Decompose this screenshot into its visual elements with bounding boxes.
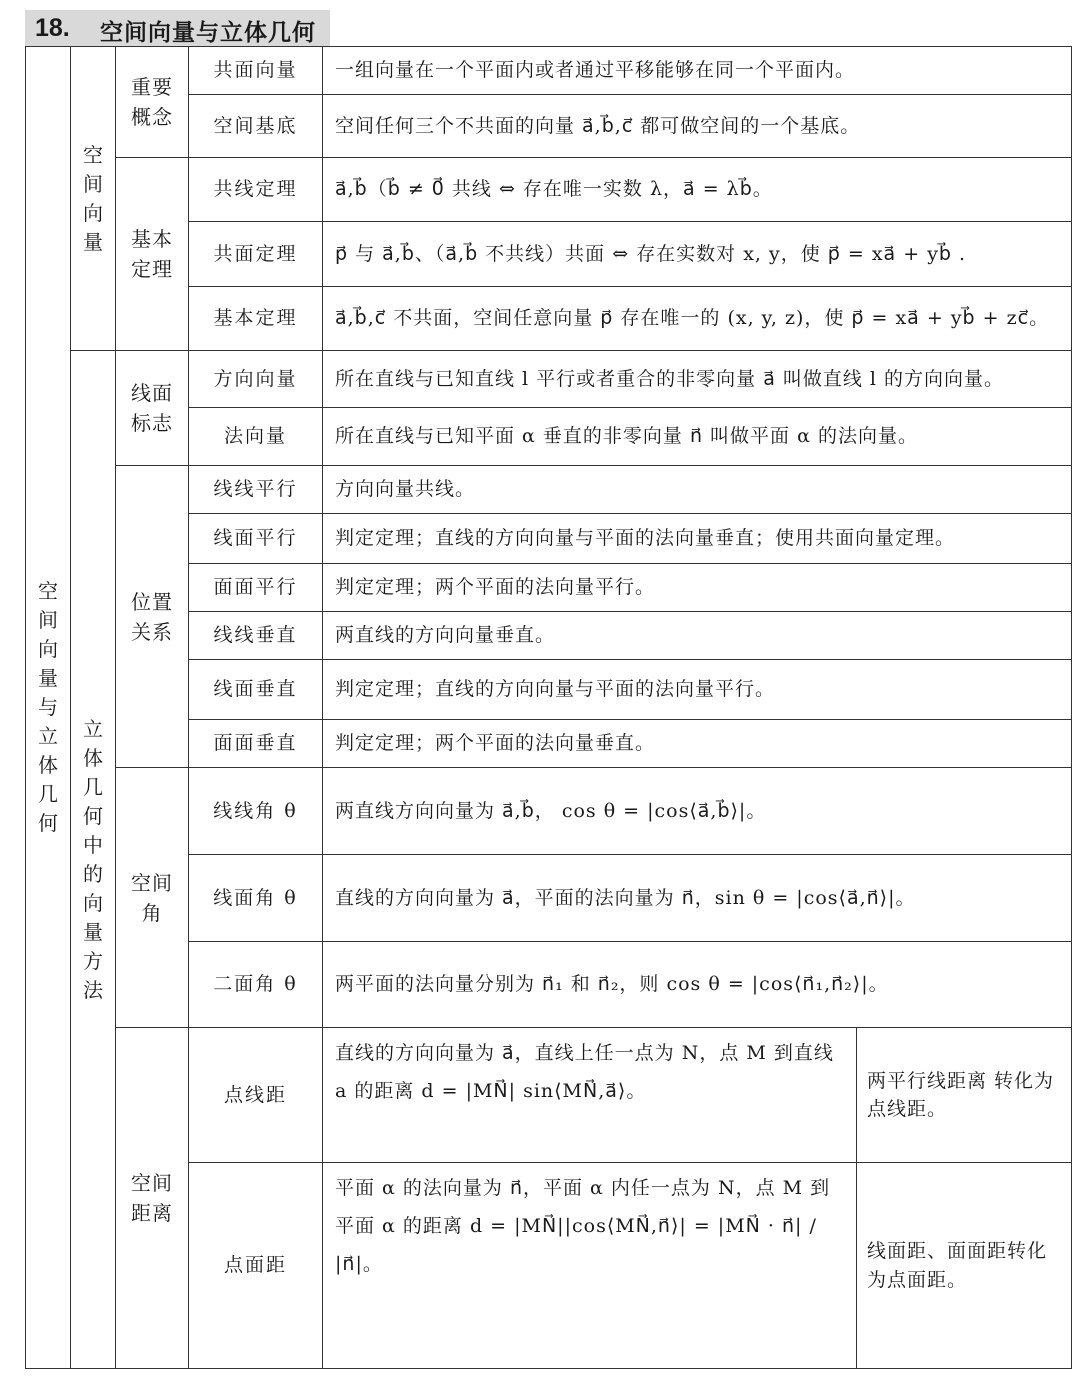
content-cell: 空间任何三个不共面的向量 a⃗,b⃗,c⃗ 都可做空间的一个基底。 (323, 95, 1072, 158)
term-cell: 线线平行 (189, 466, 323, 514)
sub-positional-relations: 位置 关系 (116, 466, 189, 768)
sub-basic-theorems: 基本 定理 (116, 158, 189, 351)
sub-spatial-distance: 空间 距离 (116, 1028, 189, 1369)
note-cell: 两平行线距离 转化为点线距。 (857, 1028, 1072, 1163)
summary-table (25, 46, 1072, 1369)
term-cell: 共面向量 (189, 47, 323, 95)
term-cell: 基本定理 (189, 287, 323, 351)
term-cell: 面面垂直 (189, 720, 323, 768)
content-cell: 所在直线与已知直线 l 平行或者重合的非零向量 a⃗ 叫做直线 l 的方向向量。 (323, 351, 1072, 408)
term-cell: 点线距 (189, 1028, 323, 1163)
content-cell: 判定定理；两个平面的法向量垂直。 (323, 720, 1072, 768)
term-cell: 方向向量 (189, 351, 323, 408)
term-cell: 线面垂直 (189, 660, 323, 720)
section-title: 空间向量与立体几何 (100, 19, 316, 46)
content-cell: 判定定理；两个平面的法向量平行。 (323, 564, 1072, 612)
term-cell: 点面距 (189, 1163, 323, 1369)
group-space-vector: 空 间 向 量 (71, 47, 116, 351)
term-cell: 线面角 θ (189, 855, 323, 942)
content-cell: 直线的方向向量为 a⃗，直线上任一点为 N，点 M 到直线 a 的距离 d = |MN⃗| sin⟨MN⃗,a⃗⟩。 (323, 1028, 857, 1163)
sub-line-plane-markers: 线面 标志 (116, 351, 189, 466)
content-cell: 一组向量在一个平面内或者通过平移能够在同一个平面内。 (323, 47, 1072, 95)
note-cell: 线面距、面面距转化为点面距。 (857, 1163, 1072, 1369)
content-cell: 判定定理；直线的方向向量与平面的法向量垂直；使用共面向量定理。 (323, 514, 1072, 564)
group-vector-methods: 立 体 几 何 中 的 向 量 方 法 (71, 351, 116, 1369)
content-cell: 直线的方向向量为 a⃗，平面的法向量为 n⃗，sin θ = |cos⟨a⃗,n⃗⟩|。 (323, 855, 1072, 942)
term-cell: 面面平行 (189, 564, 323, 612)
term-cell: 线线垂直 (189, 612, 323, 660)
section-number: 18. (35, 14, 70, 42)
content-cell: 两直线的方向向量垂直。 (323, 612, 1072, 660)
term-cell: 法向量 (189, 408, 323, 466)
term-cell: 线线角 θ (189, 768, 323, 855)
sub-important-concepts: 重要 概念 (116, 47, 189, 158)
content-cell: p⃗ 与 a⃗,b⃗、（a⃗,b⃗ 不共线）共面 ⇔ 存在实数对 x, y，使 p⃗ = xa⃗ + yb⃗ . (323, 222, 1072, 287)
content-cell: 平面 α 的法向量为 n⃗，平面 α 内任一点为 N，点 M 到平面 α 的距离 d = |MN⃗||cos⟨MN⃗,n⃗⟩| = |MN⃗ · n⃗| / |n⃗|。 (323, 1163, 857, 1369)
term-cell: 线面平行 (189, 514, 323, 564)
term-cell: 二面角 θ (189, 942, 323, 1028)
content-cell: 两平面的法向量分别为 n⃗₁ 和 n⃗₂，则 cos θ = |cos⟨n⃗₁,n⃗₂⟩|。 (323, 942, 1072, 1028)
sub-spatial-angles: 空间 角 (116, 768, 189, 1028)
content-cell: 方向向量共线。 (323, 466, 1072, 514)
category-cell: 空 间 向 量 与 立 体 几 何 (26, 47, 71, 1369)
content-cell: 判定定理；直线的方向向量与平面的法向量平行。 (323, 660, 1072, 720)
term-cell: 共线定理 (189, 158, 323, 222)
content-cell: 两直线方向向量为 a⃗,b⃗， cos θ = |cos⟨a⃗,b⃗⟩|。 (323, 768, 1072, 855)
term-cell: 空间基底 (189, 95, 323, 158)
content-cell: a⃗,b⃗,c⃗ 不共面，空间任意向量 p⃗ 存在唯一的 (x, y, z)，使 p⃗ = xa⃗ + yb⃗ + zc⃗。 (323, 287, 1072, 351)
content-cell: 所在直线与已知平面 α 垂直的非零向量 n⃗ 叫做平面 α 的法向量。 (323, 408, 1072, 466)
term-cell: 共面定理 (189, 222, 323, 287)
content-cell: a⃗,b⃗（b⃗ ≠ 0⃗ 共线 ⇔ 存在唯一实数 λ，a⃗ = λb⃗。 (323, 158, 1072, 222)
